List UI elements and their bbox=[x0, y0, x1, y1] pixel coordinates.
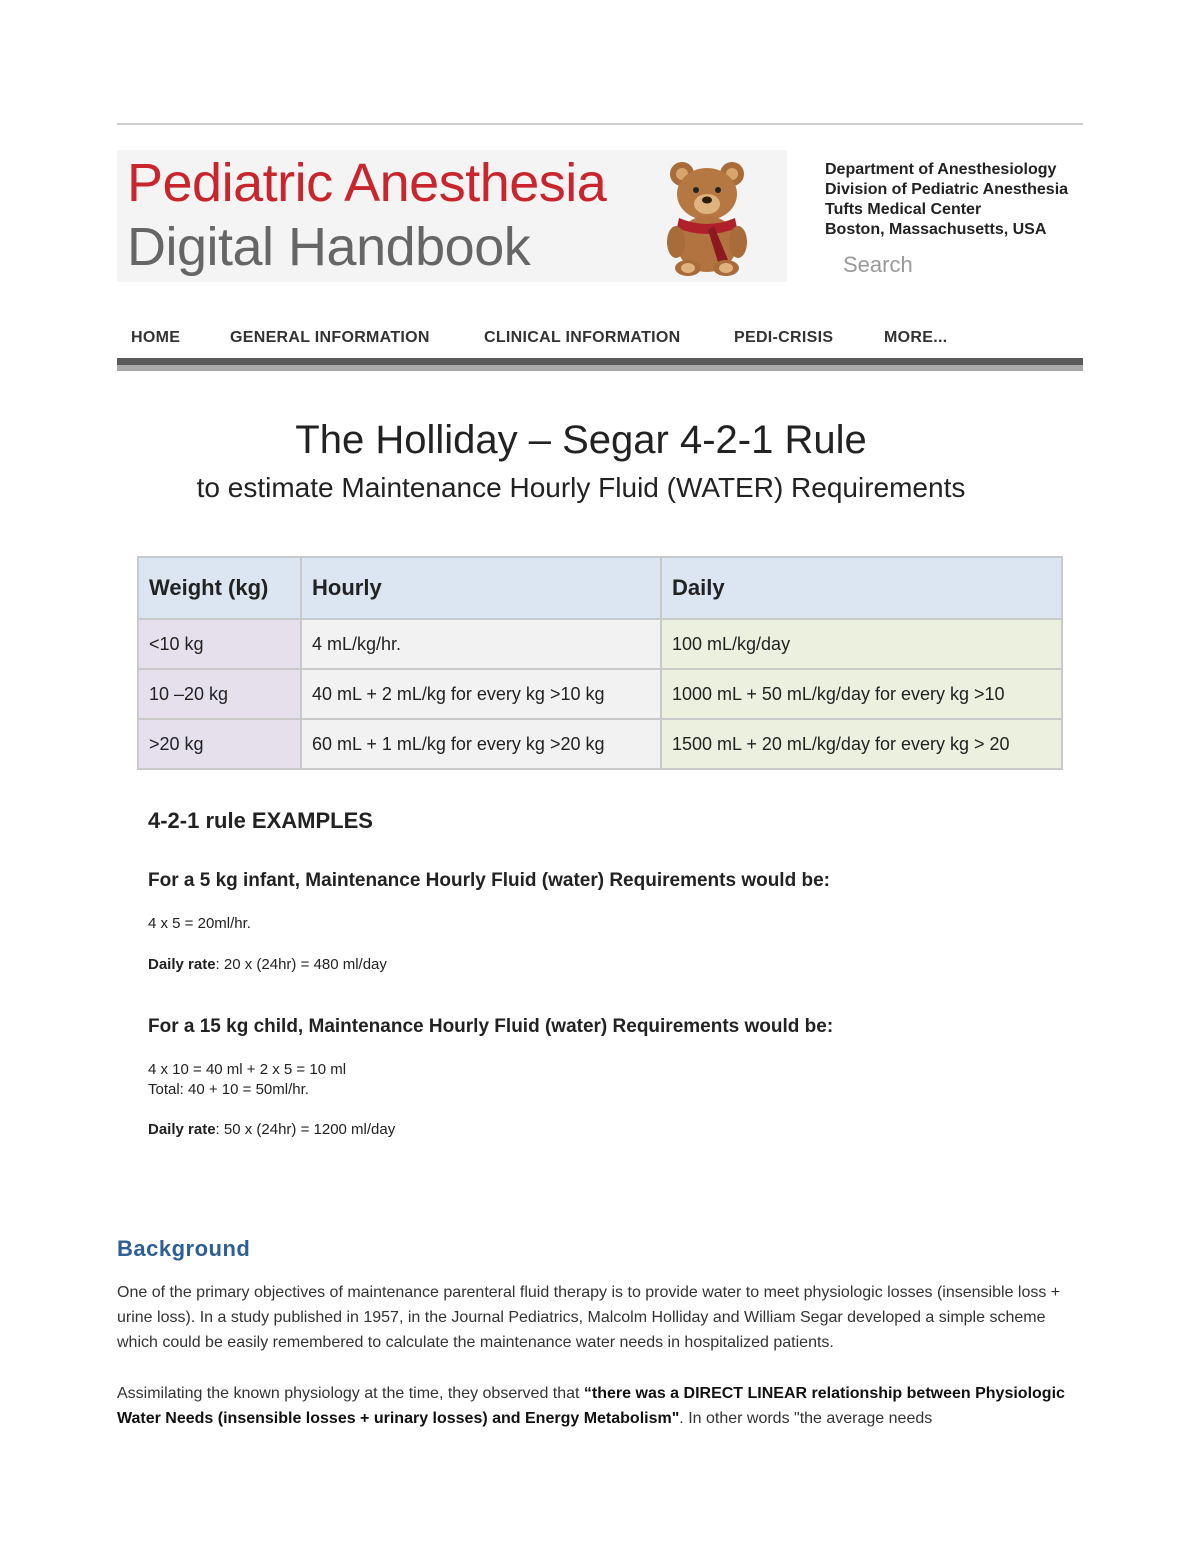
example1-question: For a 5 kg infant, Maintenance Hourly Fluid (water) Requirements would be: bbox=[148, 870, 830, 891]
daily-rate-value: : 50 x (24hr) = 1200 ml/day bbox=[215, 1121, 396, 1138]
nav-underline-dark bbox=[117, 358, 1083, 365]
table-row bbox=[138, 669, 1062, 719]
column-header-daily: Daily bbox=[661, 557, 1062, 619]
daily-rate-label: Daily rate bbox=[148, 1121, 216, 1138]
background-paragraph-2 bbox=[117, 1381, 1083, 1431]
page-title: The Holliday – Segar 4-2-1 Rule bbox=[295, 418, 867, 462]
table-cell-hourly: 60 mL + 1 mL/kg for every kg >20 kg bbox=[301, 719, 661, 769]
nav-item-more[interactable]: MORE... bbox=[884, 329, 948, 346]
nav-item-general-information[interactable]: GENERAL INFORMATION bbox=[230, 329, 430, 346]
paragraph-text: . In other words "the average needs bbox=[679, 1410, 933, 1427]
table-header-row bbox=[138, 557, 1062, 619]
examples-heading: 4-2-1 rule EXAMPLES bbox=[148, 808, 373, 833]
table-cell-weight: <10 kg bbox=[138, 619, 301, 669]
daily-rate-value: : 20 x (24hr) = 480 ml/day bbox=[215, 956, 387, 973]
table-cell-daily: 100 mL/kg/day bbox=[661, 619, 1062, 669]
department-info bbox=[825, 160, 1068, 240]
page-subtitle: to estimate Maintenance Hourly Fluid (WATER) Requirements bbox=[196, 472, 966, 503]
background-paragraph-1: One of the primary objectives of maintenance parenteral fluid therapy is to provide water to meet physiologic losses (insensible loss + urine loss). In a study published in 1957, in the Journal Pediatrics, Malcolm Holliday and William Segar developed a simple scheme which could be easily remembered to calculate the maintenance water needs in hospitalized patients. bbox=[117, 1284, 1061, 1351]
table-cell-daily: 1500 mL + 20 mL/kg/day for every kg > 20 bbox=[661, 719, 1062, 769]
example2-calc1: 4 x 10 = 40 ml + 2 x 5 = 10 ml bbox=[148, 1061, 347, 1078]
teddy-bear-icon bbox=[652, 156, 762, 276]
example2-calc2: Total: 40 + 10 = 50ml/hr. bbox=[148, 1081, 309, 1098]
dept-line: Division of Pediatric Anesthesia bbox=[825, 181, 1069, 198]
background-heading: Background bbox=[117, 1236, 251, 1261]
table-row bbox=[138, 619, 1062, 669]
paragraph-bold-quote: “there was a DIRECT LINEAR relationship between Physiologic Water Needs (insensible losses + urinary losses) and Energy Metabolism" bbox=[117, 1385, 1065, 1427]
daily-rate-label: Daily rate bbox=[148, 956, 216, 973]
nav-item-pedi-crisis[interactable]: PEDI-CRISIS bbox=[734, 329, 834, 346]
paragraph-text: Assimilating the known physiology at the time, they observed that bbox=[117, 1385, 584, 1402]
top-divider bbox=[117, 123, 1083, 125]
example2-question: For a 15 kg child, Maintenance Hourly Fluid (water) Requirements would be: bbox=[148, 1016, 834, 1037]
holliday-segar-table bbox=[137, 556, 1063, 770]
dept-line: Department of Anesthesiology bbox=[825, 161, 1057, 178]
example2-daily-rate bbox=[148, 1121, 395, 1138]
table-cell-weight: 10 –20 kg bbox=[138, 669, 301, 719]
search-input[interactable] bbox=[835, 250, 1091, 280]
example1-calc: 4 x 5 = 20ml/hr. bbox=[148, 915, 251, 932]
table-cell-hourly: 4 mL/kg/hr. bbox=[301, 619, 661, 669]
table-cell-daily: 1000 mL + 50 mL/kg/day for every kg >10 bbox=[661, 669, 1062, 719]
column-header-weight: Weight (kg) bbox=[138, 557, 301, 619]
table-cell-weight: >20 kg bbox=[138, 719, 301, 769]
nav-item-home[interactable]: HOME bbox=[131, 329, 181, 346]
site-logo-banner[interactable] bbox=[117, 150, 787, 282]
column-header-hourly: Hourly bbox=[301, 557, 661, 619]
nav-underline-light bbox=[117, 365, 1083, 371]
logo-title-line2: Digital Handbook bbox=[127, 217, 531, 277]
table-cell-hourly: 40 mL + 2 mL/kg for every kg >10 kg bbox=[301, 669, 661, 719]
nav-item-clinical-information[interactable]: CLINICAL INFORMATION bbox=[484, 329, 681, 346]
example1-daily-rate bbox=[148, 956, 387, 973]
dept-line: Boston, Massachusetts, USA bbox=[825, 221, 1047, 238]
logo-title-line1: Pediatric Anesthesia bbox=[127, 153, 607, 213]
dept-line: Tufts Medical Center bbox=[825, 201, 982, 218]
main-nav bbox=[117, 322, 1083, 358]
table-row bbox=[138, 719, 1062, 769]
